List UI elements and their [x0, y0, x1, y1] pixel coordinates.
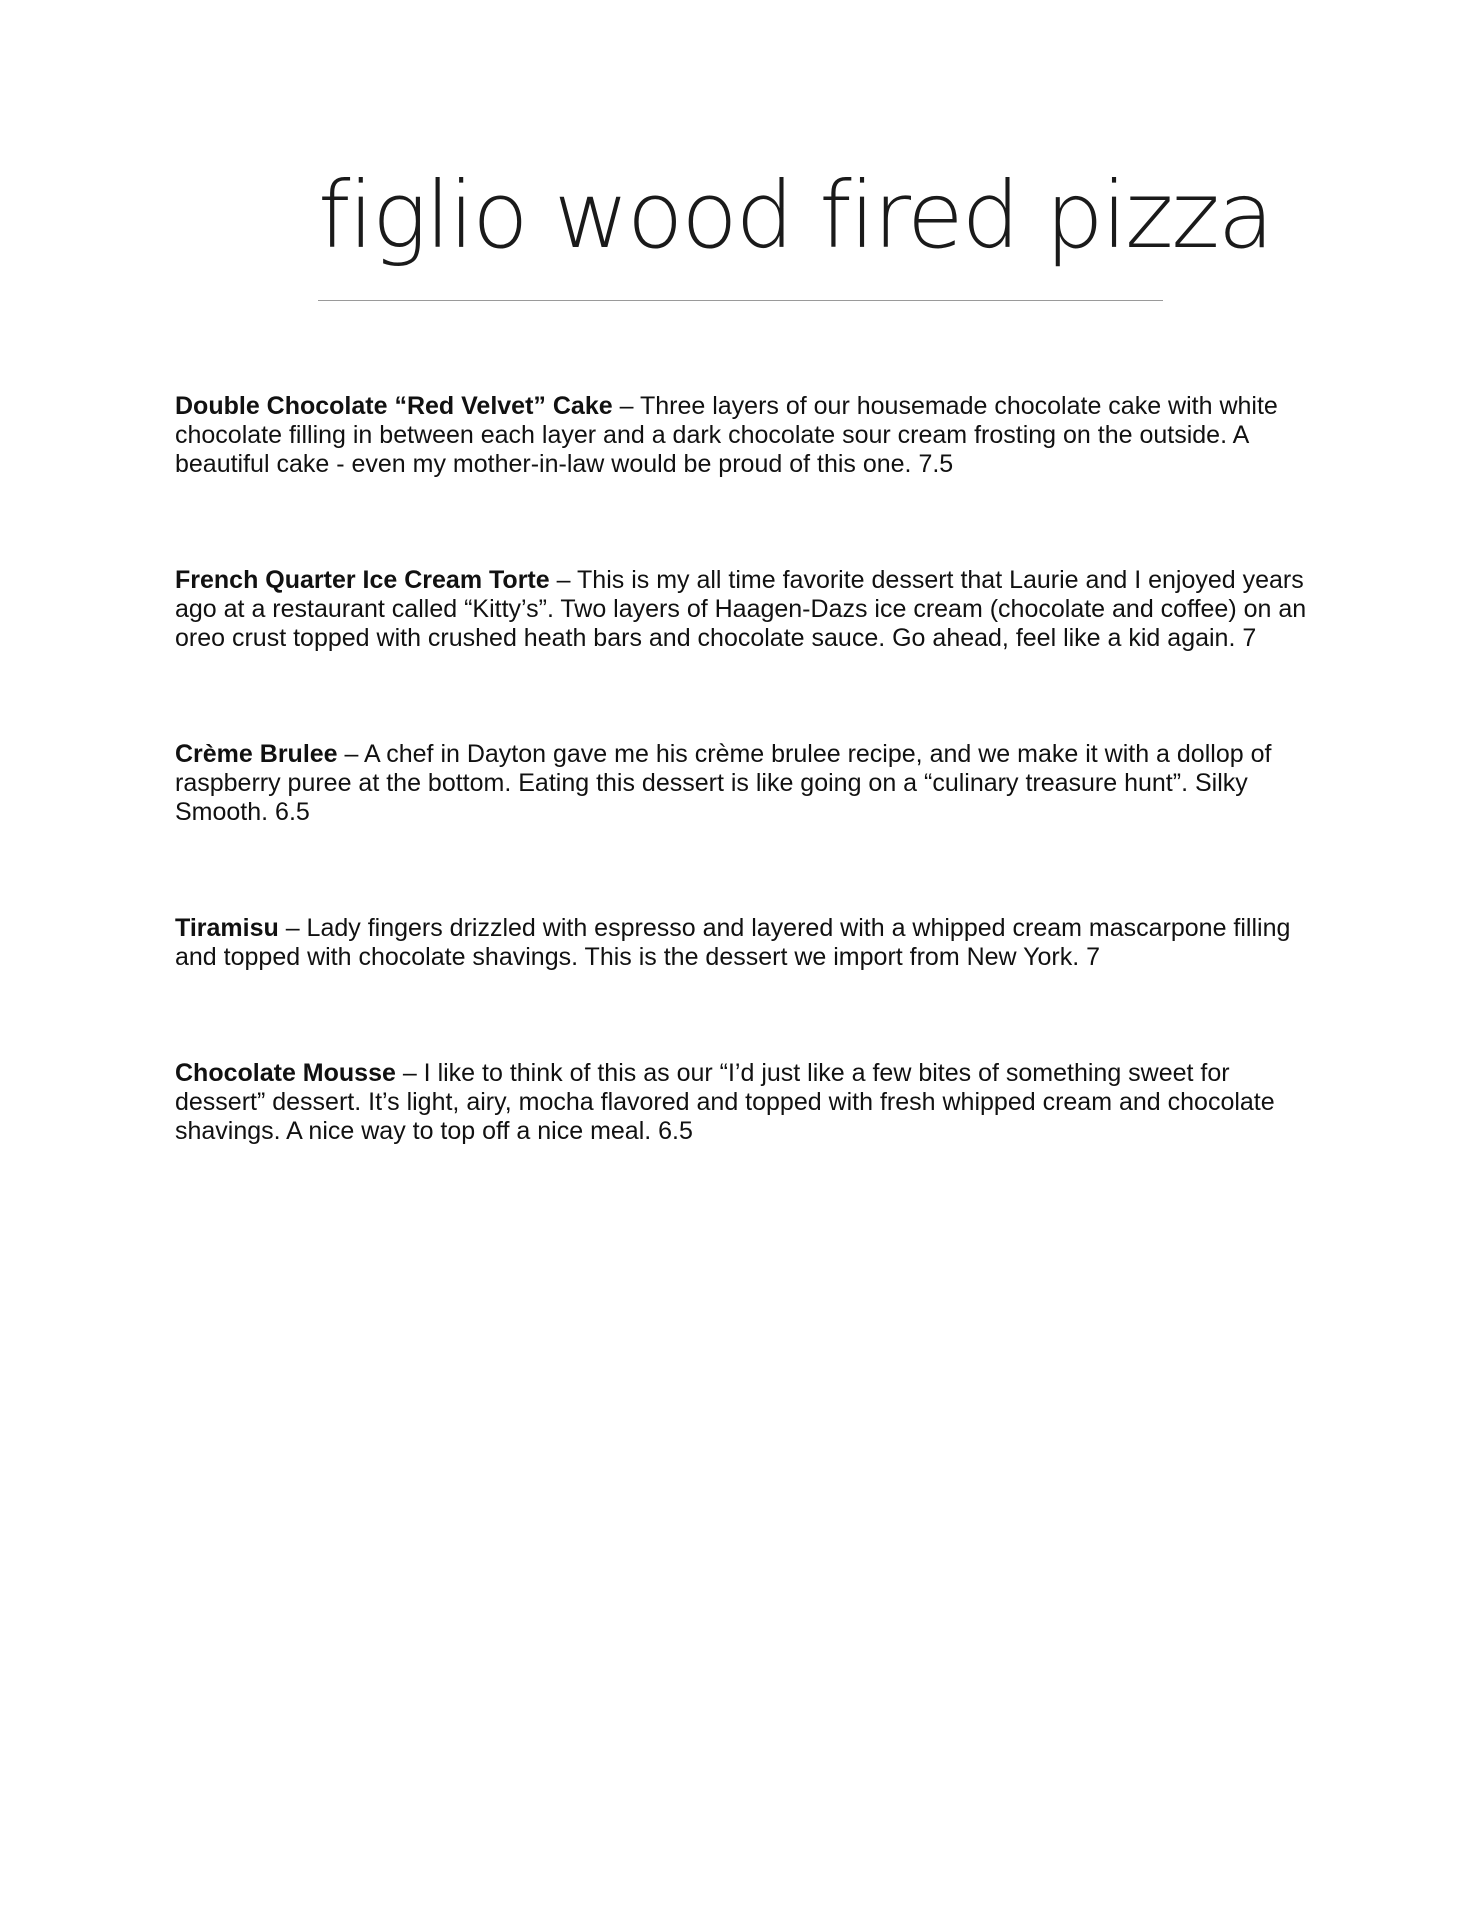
menu-item-chocolate-mousse [175, 1059, 1315, 1146]
menu-item-creme-brulee [175, 740, 1315, 827]
menu-item-name: Tiramisu [175, 914, 279, 942]
menu-item-name: Chocolate Mousse [175, 1059, 396, 1087]
menu-item-name: Crème Brulee [175, 740, 338, 768]
restaurant-title: figlio wood fired pizza [318, 162, 1273, 269]
menu-item-description: Lady fingers drizzled with espresso and layered with a whipped cream mascarpone filling and topped with chocolate shavings. This is the dessert we import from New York. 7 [175, 914, 1291, 971]
menu-item-description: This is my all time favorite dessert that Laurie and I enjoyed years ago at a restaurant called “Kitty’s”. Two layers of Haagen-Dazs ice cream (chocolate and coffee) on an oreo crust topped with crushed heath bars and chocolate sauce. Go ahead, feel like a kid again. 7 [175, 566, 1307, 652]
menu-item-description: A chef in Dayton gave me his crème brulee recipe, and we make it with a dollop of raspberry puree at the bottom. Eating this dessert is like going on a “culinary treasure hunt”. Silky Smooth. 6.5 [175, 740, 1272, 826]
menu-item-separator: – [337, 740, 364, 768]
menu-item-separator: – [549, 566, 578, 594]
menu-item-name: Double Chocolate “Red Velvet” Cake [175, 392, 613, 420]
menu-item-ice-cream-torte [175, 566, 1315, 653]
menu-item-separator: – [612, 392, 640, 420]
menu-item-red-velvet-cake [175, 392, 1315, 479]
menu-item-description: Three layers of our housemade chocolate cake with white chocolate filling in between each layer and a dark chocolate sour cream frosting on the outside. A beautiful cake - even my mother-in-law would be proud of this one. 7.5 [175, 392, 1278, 478]
title-divider [318, 300, 1163, 301]
menu-item-name: French Quarter Ice Cream Torte [175, 566, 550, 594]
menu-item-separator: – [278, 914, 307, 942]
menu-item-description: I like to think of this as our “I’d just like a few bites of something sweet for dessert” dessert. It’s light, airy, mocha flavored and topped with fresh whipped cream and chocolate shavings. A nice way to top off a nice meal. 6.5 [175, 1059, 1275, 1145]
menu-item-tiramisu [175, 914, 1315, 972]
dessert-list [175, 392, 1315, 1146]
menu-item-separator: – [395, 1059, 424, 1087]
